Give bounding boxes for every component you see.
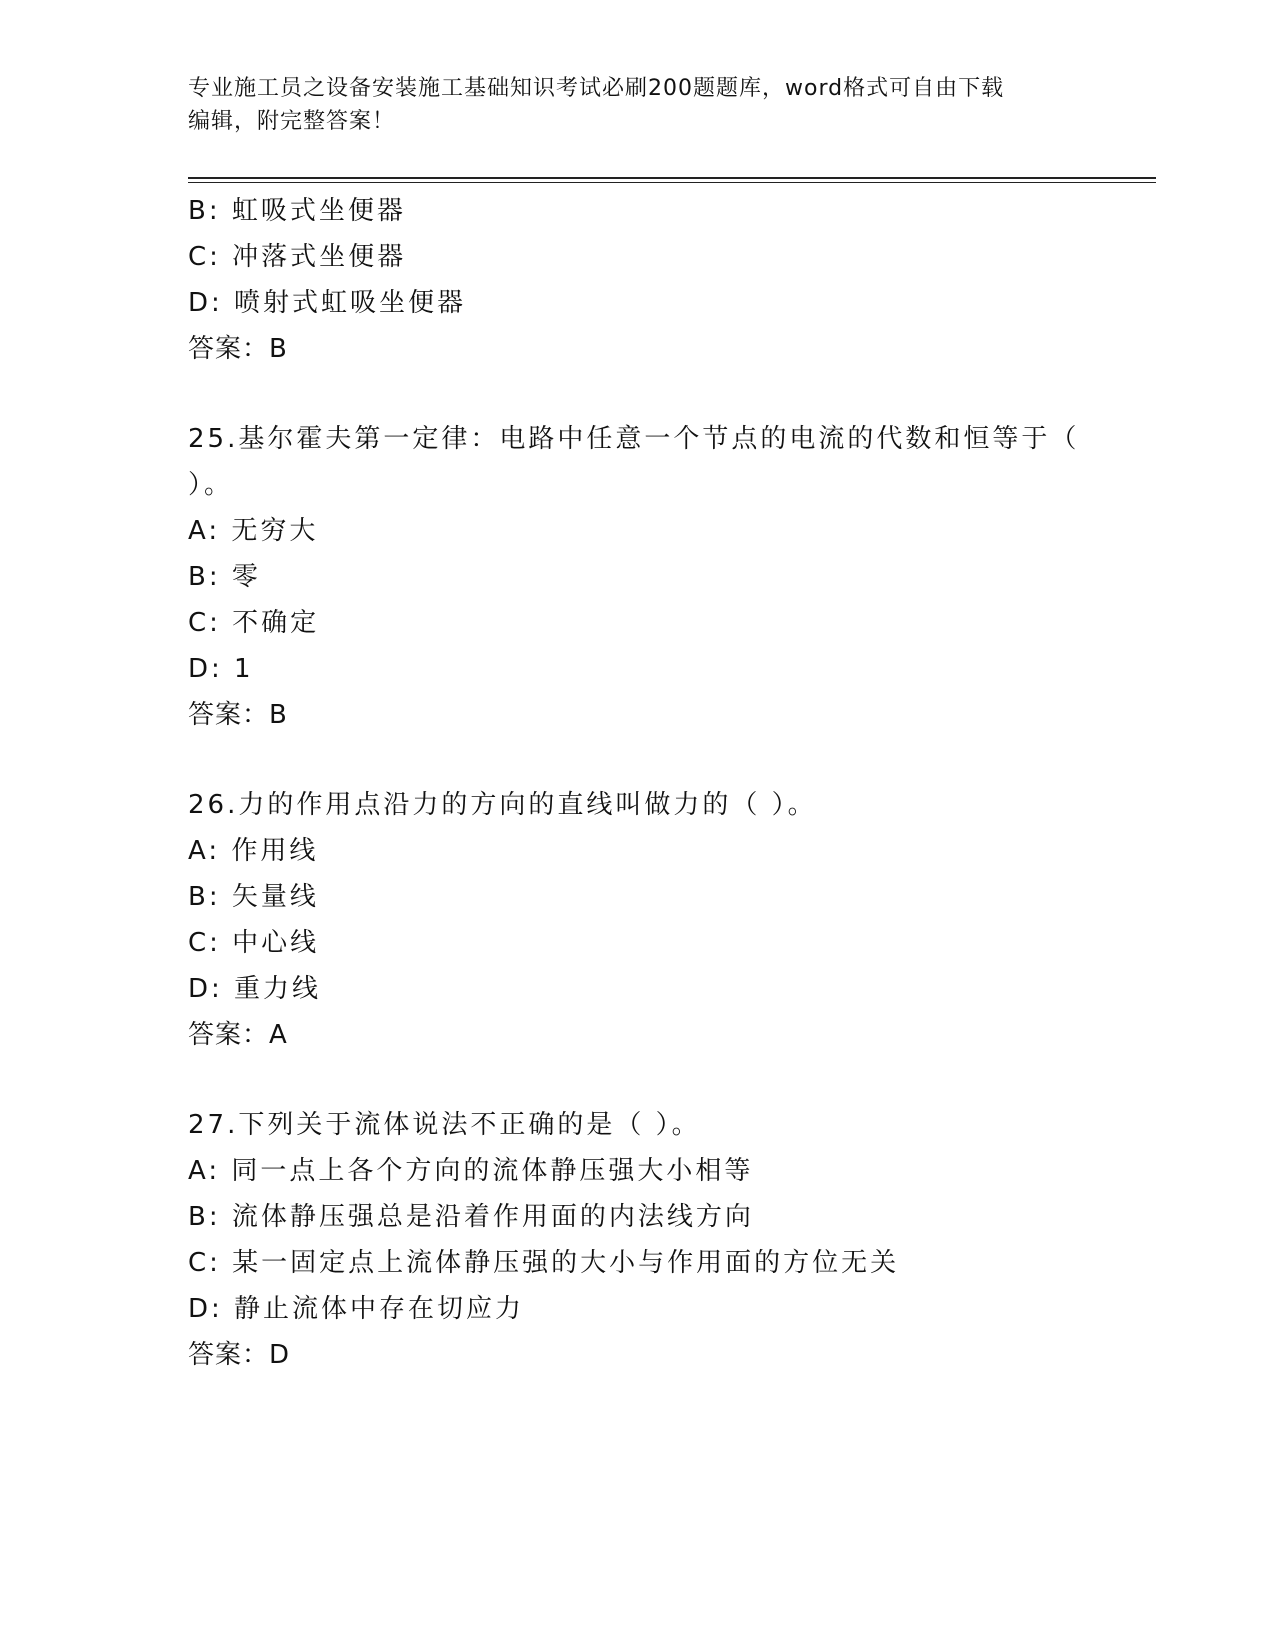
option-b: B: 矢量线 — [188, 882, 319, 912]
option-a: A: 无穷大 — [188, 516, 319, 546]
question-fragment — [188, 188, 1088, 372]
question-list — [188, 188, 1088, 1378]
option-a: A: 同一点上各个方向的流体静压强大小相等 — [188, 1156, 754, 1186]
option-c: C: 某一固定点上流体静压强的大小与作用面的方位无关 — [188, 1248, 900, 1278]
question-25 — [188, 416, 1088, 738]
answer-line: 答案：A — [188, 1020, 288, 1050]
option-d: D: 静止流体中存在切应力 — [188, 1294, 525, 1324]
answer-line: 答案：D — [188, 1340, 291, 1370]
question-text: 27.下列关于流体说法不正确的是（ ）。 — [188, 1110, 701, 1140]
answer-line: 答案：B — [188, 700, 288, 730]
document-header — [188, 72, 1088, 138]
question-26 — [188, 782, 1088, 1058]
header-divider-thick — [188, 177, 1156, 179]
header-divider-thin — [188, 182, 1156, 183]
header-line-1: 专业施工员之设备安装施工基础知识考试必刷200题题库，word格式可自由下载 — [188, 76, 1005, 101]
question-27 — [188, 1102, 1088, 1378]
option-b: B: 零 — [188, 562, 261, 592]
option-c: C: 冲落式坐便器 — [188, 242, 407, 272]
option-a: A: 作用线 — [188, 836, 319, 866]
option-c: C: 不确定 — [188, 608, 320, 638]
option-d: D: 喷射式虹吸坐便器 — [188, 288, 467, 318]
question-text: 26.力的作用点沿力的方向的直线叫做力的（ ）。 — [188, 790, 817, 820]
option-d: D: 重力线 — [188, 974, 322, 1004]
option-b: B: 流体静压强总是沿着作用面的内法线方向 — [188, 1202, 754, 1232]
question-text: 25.基尔霍夫第一定律：电路中任意一个节点的电流的代数和恒等于（ ）。 — [188, 424, 1080, 500]
header-line-2: 编辑，附完整答案！ — [188, 109, 396, 134]
option-d: D: 1 — [188, 654, 254, 684]
option-c: C: 中心线 — [188, 928, 320, 958]
answer-line: 答案：B — [188, 334, 288, 364]
option-b: B: 虹吸式坐便器 — [188, 196, 406, 226]
